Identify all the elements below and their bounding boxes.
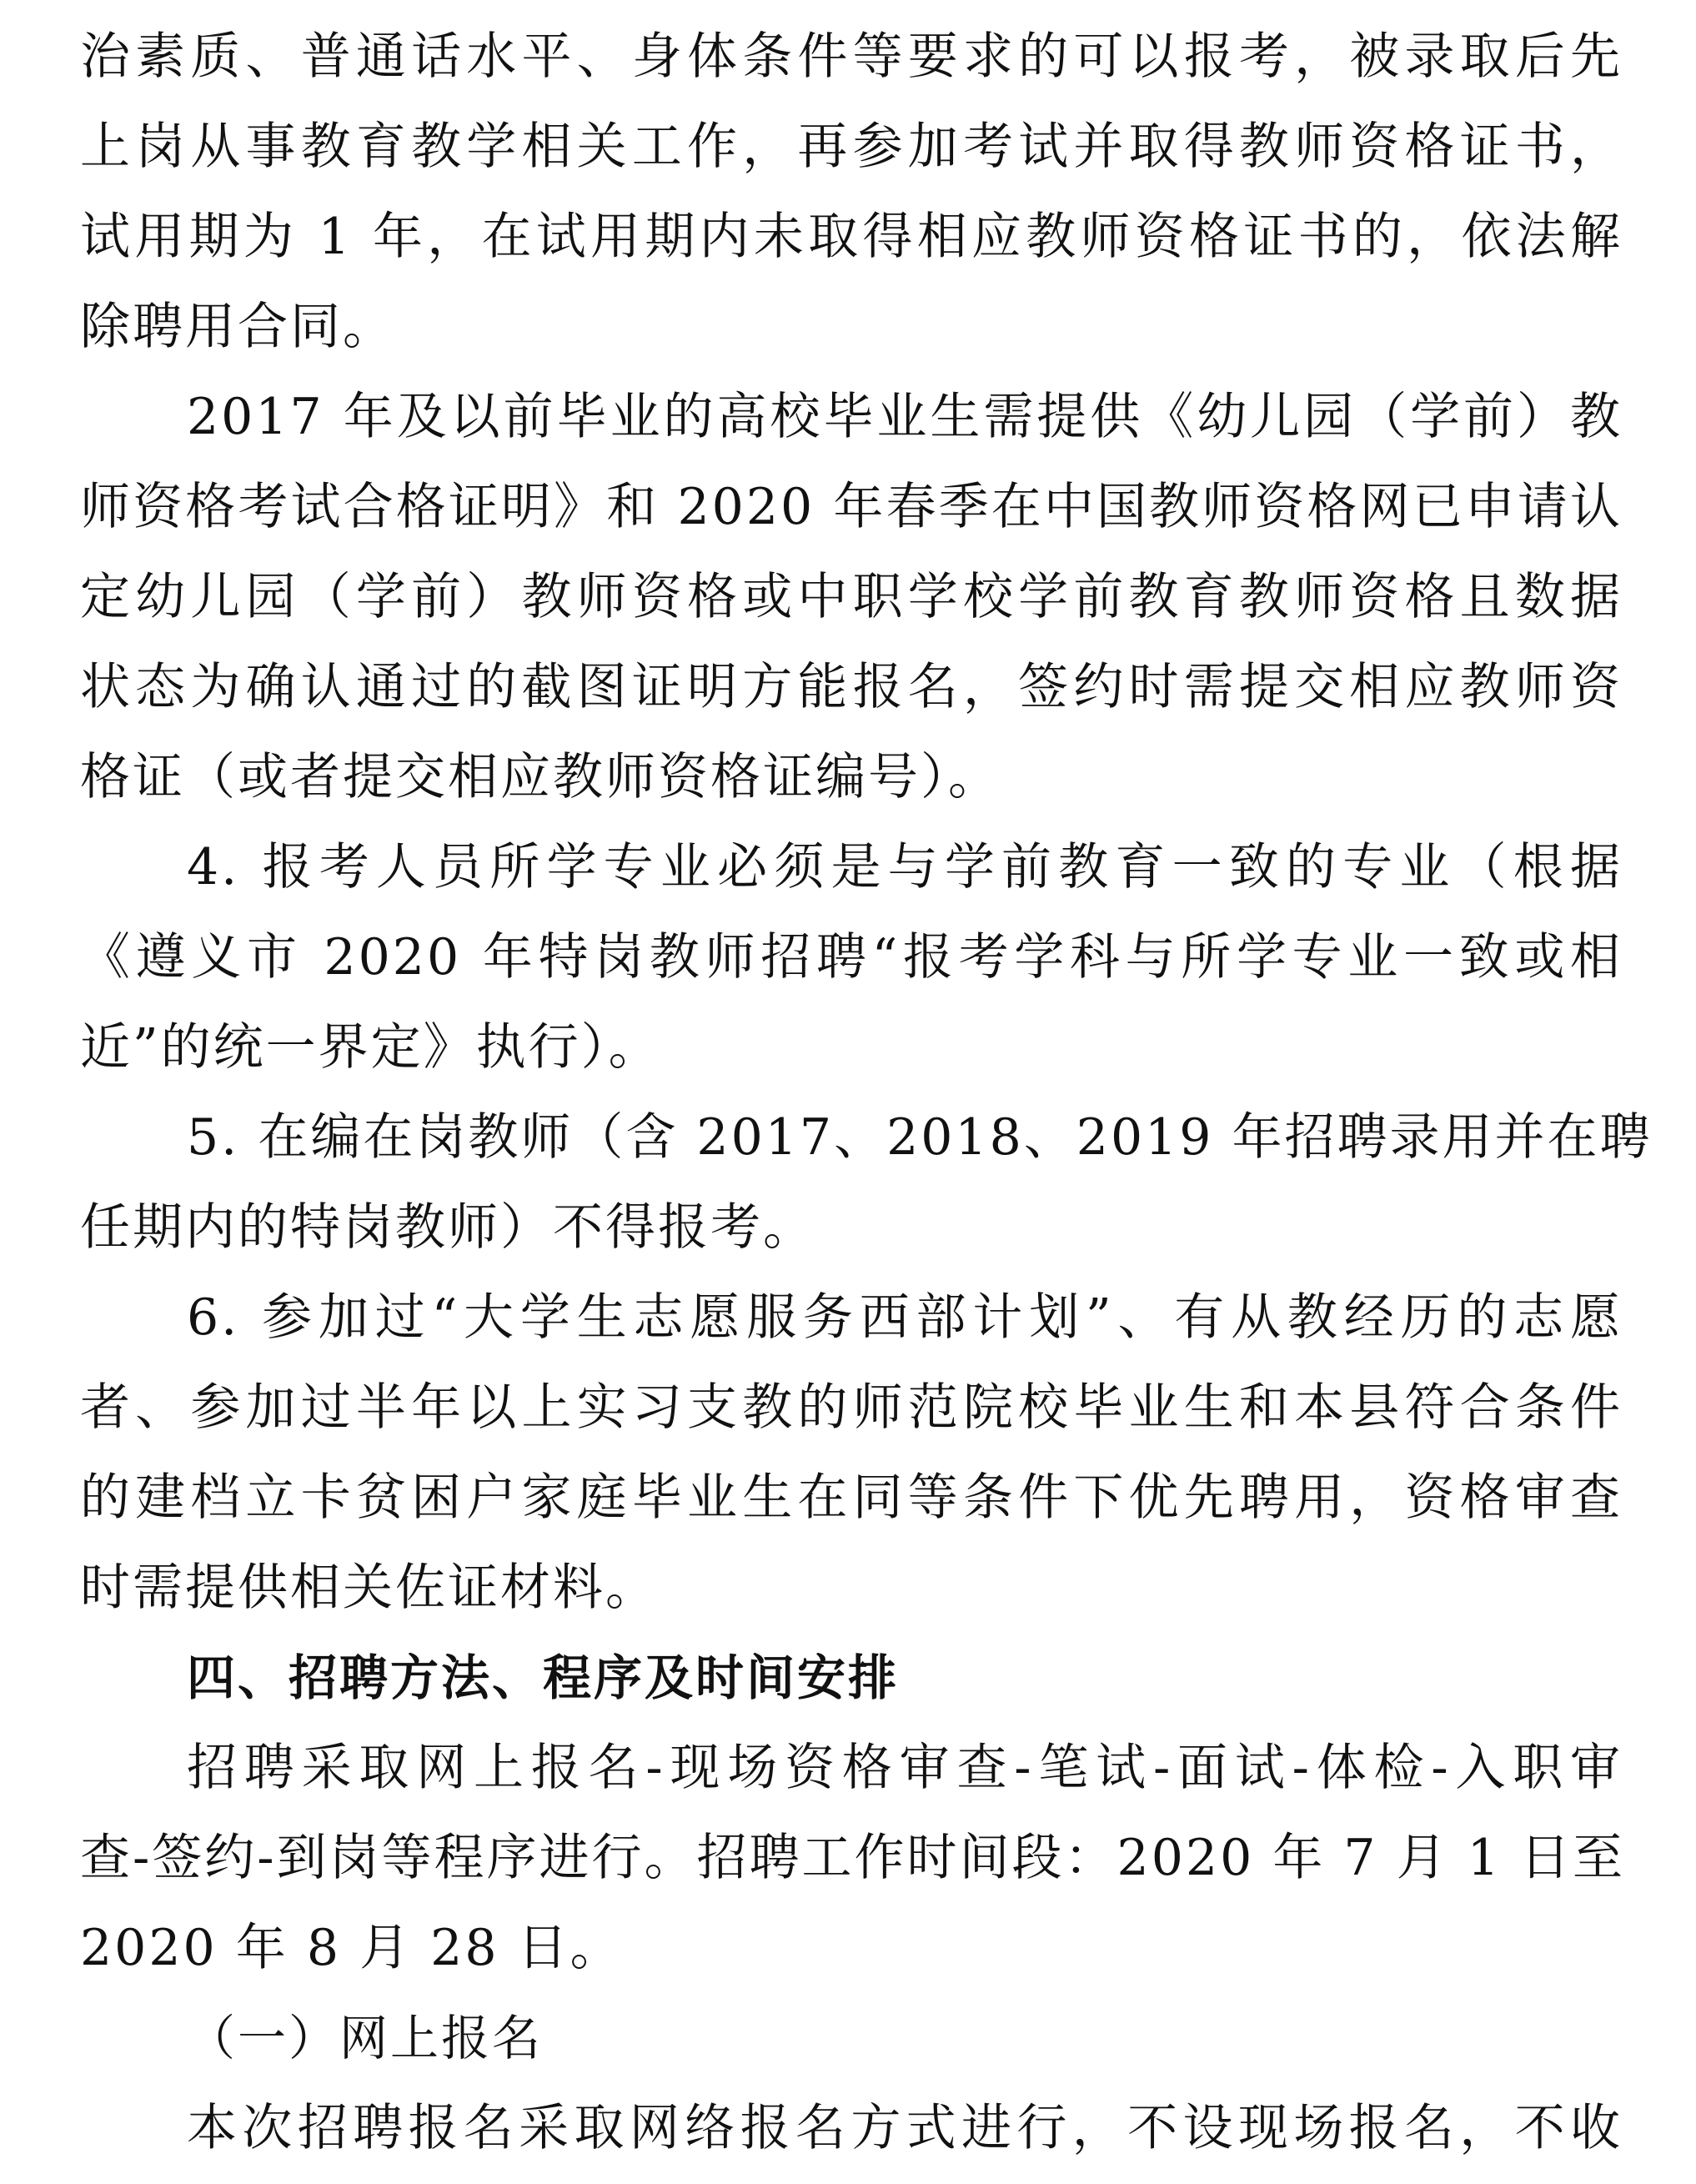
text-line: 5. 在编在岗教师（含 2017、2018、2019 年招聘录用并在聘 xyxy=(187,1108,1653,1167)
text-line: 试用期为 1 年，在试用期内未取得相应教师资格证书的，依法解 xyxy=(80,208,1623,266)
text-line: 本次招聘报名采取网络报名方式进行，不设现场报名，不收 xyxy=(187,2099,1623,2157)
text-line: 格证（或者提交相应教师资格证编号）。 xyxy=(80,748,1001,806)
text-line: 师资格考试合格证明》和 2020 年春季在中国教师资格网已申请认 xyxy=(80,478,1623,536)
text-line: 的建档立卡贫困户家庭毕业生在同等条件下优先聘用，资格审查 xyxy=(80,1469,1623,1527)
text-line: 治素质、普通话水平、身体条件等要求的可以报考，被录取后先 xyxy=(80,28,1623,86)
text-line: 4. 报考人员所学专业必须是与学前教育一致的专业（根据 xyxy=(187,838,1623,896)
text-line: 定幼儿园（学前）教师资格或中职学校学前教育教师资格且数据 xyxy=(80,568,1623,626)
text-line: 近”的统一界定》执行）。 xyxy=(80,1018,661,1077)
text-line: 除聘用合同。 xyxy=(80,298,395,356)
text-line: 上岗从事教育教学相关工作，再参加考试并取得教师资格证书， xyxy=(80,118,1623,176)
text-line: 任期内的特岗教师）不得报考。 xyxy=(80,1198,815,1257)
section-heading: 四、招聘方法、程序及时间安排 xyxy=(187,1649,900,1706)
document-body xyxy=(80,12,1653,2173)
text-line: 者、参加过半年以上实习支教的师范院校毕业生和本县符合条件 xyxy=(80,1378,1623,1437)
text-line: 时需提供相关佐证材料。 xyxy=(80,1559,658,1617)
subsection-heading: （一）网上报名 xyxy=(187,2010,544,2066)
text-line: 查-签约-到岗等程序进行。招聘工作时间段：2020 年 7 月 1 日至 xyxy=(80,1829,1625,1887)
text-line: 2017 年及以前毕业的高校毕业生需提供《幼儿园（学前）教 xyxy=(187,388,1623,446)
text-line: 状态为确认通过的截图证明方能报名，签约时需提交相应教师资 xyxy=(80,658,1623,716)
text-line: 6. 参加过“大学生志愿服务西部计划”、有从教经历的志愿 xyxy=(187,1288,1623,1347)
text-line: 《遵义市 2020 年特岗教师招聘“报考学科与所学专业一致或相 xyxy=(80,928,1623,987)
text-line: 招聘采取网上报名-现场资格审查-笔试-面试-体检-入职审 xyxy=(187,1739,1623,1797)
text-line: 2020 年 8 月 28 日。 xyxy=(80,1919,623,1977)
